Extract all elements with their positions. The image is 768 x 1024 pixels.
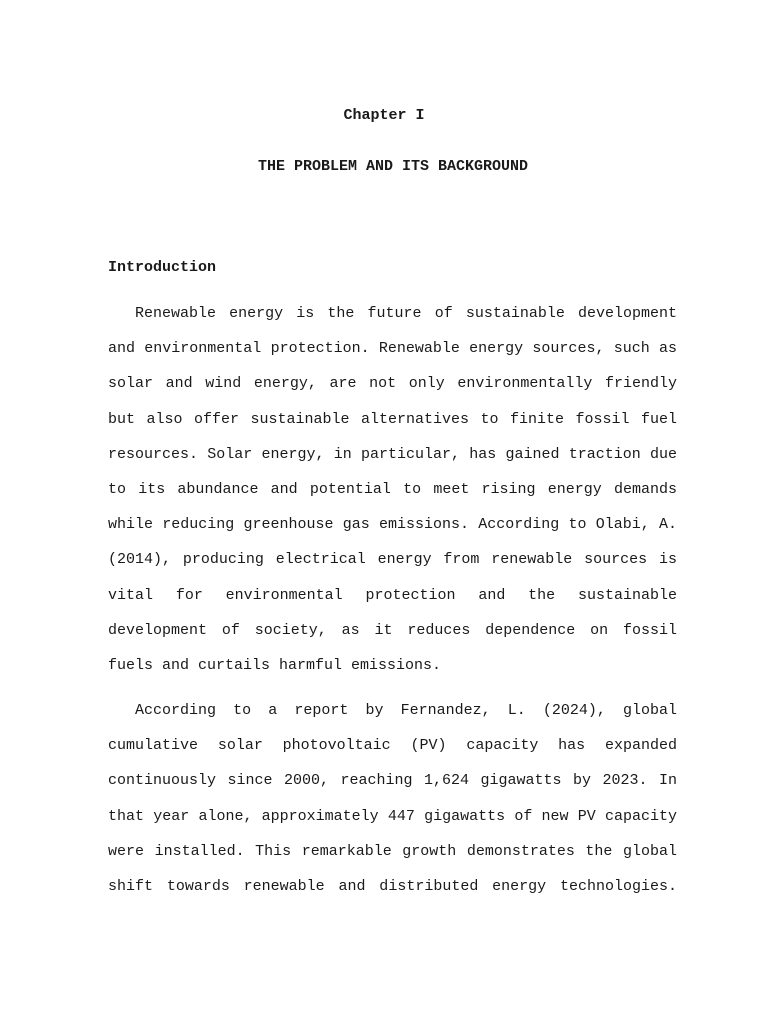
chapter-label: Chapter I	[343, 107, 425, 124]
chapter-title: THE PROBLEM AND ITS BACKGROUND	[257, 158, 529, 175]
section-heading-introduction: Introduction	[108, 259, 217, 276]
body-paragraph: Renewable energy is the future of sustainable development and environmental protection. Renewable energy sources, such as solar and wind energy, are not only environmentally friendly but also offer sustainable alternatives to finite fossil fuel resources. Solar energy, in particular, has gained traction due to its abundance and potential to meet rising energy demands while reducing greenhouse gas emissions. According to Olabi, A. (2014), producing electrical energy from renewable sources is vital for environmental protection and the sustainable development of society, as it reduces dependence on fossil fuels and curtails harmful emissions.	[108, 305, 677, 675]
body-paragraph: According to a report by Fernandez, L. (2024), global cumulative solar photovoltaic (PV) capacity has expanded continuously since 2000, reaching 1,624 gigawatts by 2023. In that year alone, approximately 447 gigawatts of new PV capacity were installed. This remarkable growth demonstrates the global shift towards renewable and distributed energy technologies.	[108, 702, 677, 896]
